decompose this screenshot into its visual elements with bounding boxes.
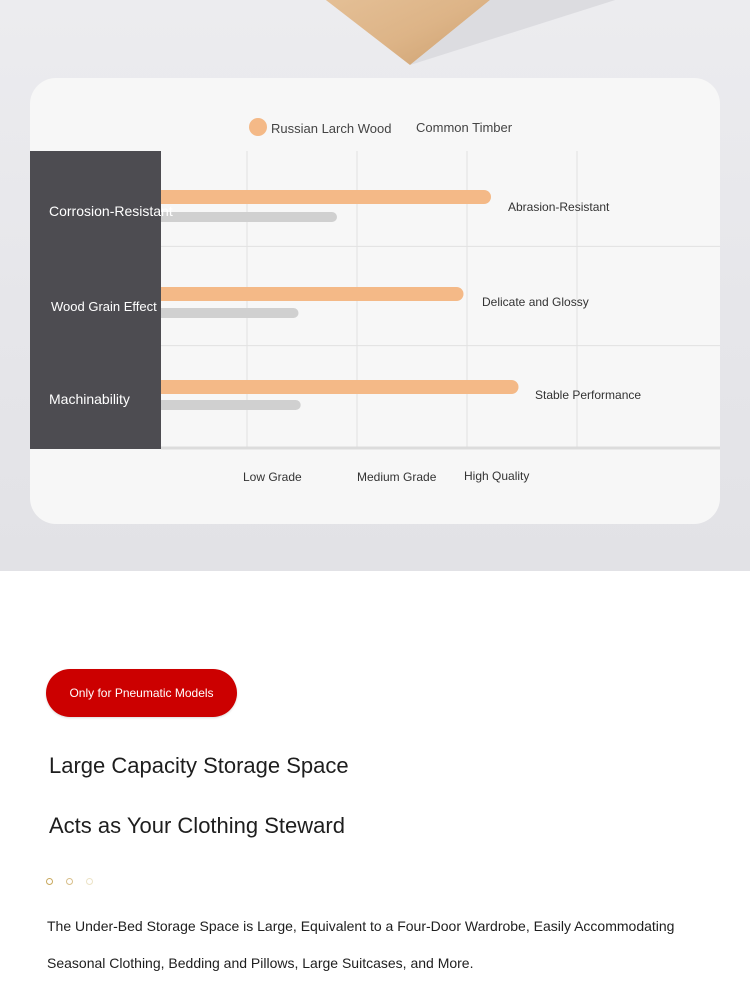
legend-label-larch: Russian Larch Wood xyxy=(271,121,392,136)
category-label-machinability: Machinability xyxy=(49,391,130,407)
bar-common xyxy=(151,308,299,318)
description-line-2: Seasonal Clothing, Bedding and Pillows, Large Suitcases, and More. xyxy=(47,955,474,971)
x-tick-label: Medium Grade xyxy=(357,470,437,484)
bar-annotation: Abrasion-Resistant xyxy=(508,200,610,214)
comparison-chart-card xyxy=(30,78,720,524)
category-label-corrosion: Corrosion-Resistant xyxy=(49,203,173,219)
pneumatic-models-badge: Only for Pneumatic Models xyxy=(46,669,237,717)
chart-legend xyxy=(30,118,720,138)
x-tick-label: High Quality xyxy=(464,469,530,483)
bar-annotation: Stable Performance xyxy=(535,388,642,402)
bar-annotation: Delicate and Glossy xyxy=(482,295,589,309)
dot-indicator xyxy=(86,878,93,885)
headline-steward: Acts as Your Clothing Steward xyxy=(49,813,345,838)
category-panel xyxy=(30,151,173,449)
legend-label-common: Common Timber xyxy=(416,120,513,135)
bar-larch xyxy=(151,190,491,204)
dot-indicator xyxy=(66,878,73,885)
bar-common xyxy=(151,400,301,410)
bar-common xyxy=(151,212,337,222)
description-line-1: The Under-Bed Storage Space is Large, Equivalent to a Four-Door Wardrobe, Easily Accommodating xyxy=(47,918,675,934)
legend-swatch-larch xyxy=(249,118,267,136)
headline-storage: Large Capacity Storage Space xyxy=(49,753,349,778)
bar-larch xyxy=(151,380,519,394)
category-label-wood-grain: Wood Grain Effect xyxy=(51,299,157,314)
bar-larch xyxy=(151,287,464,301)
x-tick-label: Low Grade xyxy=(243,470,302,484)
dot-indicator xyxy=(46,878,53,885)
